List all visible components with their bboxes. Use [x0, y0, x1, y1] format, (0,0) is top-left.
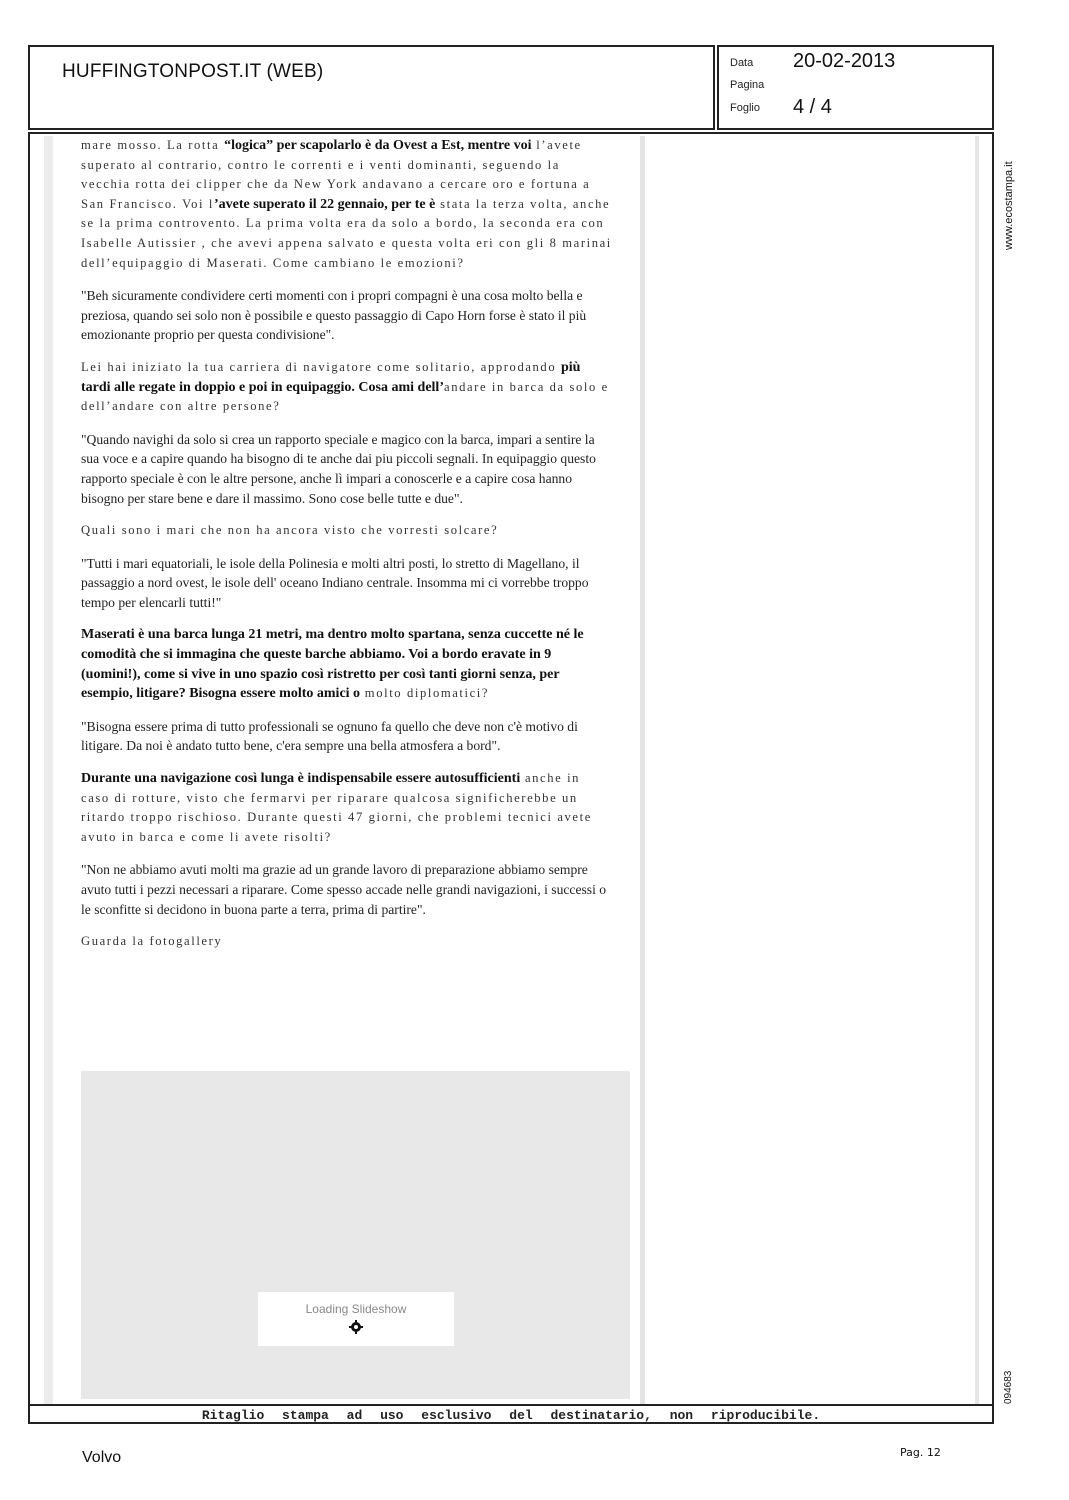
- answer-paragraph: "Non ne abbiamo avuti molti ma grazie ad un grande lavoro di preparazione abbiamo sempre avuto tutti i pezzi necessari a riparare. Come spesso accade nelle grandi navigazioni, i successi o le sconfitte si decidono in buona parte a terra, prima di partire".: [81, 862, 607, 917]
- side-code: [1003, 1366, 1017, 1406]
- fotogallery-link[interactable]: Guarda la fotogallery: [81, 934, 223, 949]
- pagina-label: Pagina: [730, 79, 765, 91]
- loading-indicator: [258, 1292, 454, 1346]
- question-paragraph: [81, 136, 613, 273]
- gear-icon: [349, 1320, 363, 1339]
- question-bold: Maserati è una barca lunga 21 metri, ma dentro molto spartana, senza cuccette né le comodità che si immagina che queste barche abbiamo. Voi a bordo eravate in 9 (uomini!), come si vive in uno spazio così ristretto per così tanti giorni senza, per esempio, litigare? Bisogna essere molto amici o: [81, 627, 584, 702]
- question-text: molto diplomatici?: [360, 686, 490, 701]
- side-code-text: 094683: [1003, 1370, 1014, 1404]
- question-paragraph: [81, 625, 613, 703]
- question-bold: “logica” per scapolarlo è da Ovest a Est, mentre voi: [224, 138, 532, 153]
- data-value: 20-02-2013: [793, 50, 896, 72]
- data-label: Data: [730, 57, 754, 69]
- question-bold: ’avete superato il 22 gennaio, per te è: [213, 196, 436, 212]
- question-paragraph: [81, 358, 613, 417]
- article-body: [81, 136, 613, 965]
- answer-paragraph: "Beh sicuramente condividere certi momenti con i propri compagni è una cosa molto bella e preziosa, quando sei solo non è possibile e questo passaggio di Capo Horn forse è stato il più emozionante proprio per questa condivisione".: [81, 288, 587, 343]
- question-paragraph: Quali sono i mari che non ha ancora visto che vorresti solcare?: [81, 523, 499, 538]
- question-text: l’avete superato al contrario, contro le correnti e i venti dominanti, seguendo la vecchia rotta dei clipper che da New York andavano a cercare oro e fortuna a San Francisco. Voi l: [81, 138, 591, 211]
- page-number: Pag. 12: [900, 1446, 941, 1459]
- question-text: mare mosso. La rotta: [81, 138, 225, 152]
- question-text: anche in caso di rotture, visto che fermarvi per riparare qualcosa significherebbe un ritardo troppo rischioso. Durante questi 47 giorni, che problemi tecnici avete avuto in barca e come li avete risolti?: [81, 771, 592, 844]
- side-url-text: www.ecostampa.it: [1003, 161, 1015, 250]
- answer-paragraph: "Quando navighi da solo si crea un rapporto speciale e magico con la barca, impari a sentire la sua voce e a capire quando ha bisogno di te anche dai piu piccoli segnali. In equipaggio questo rapporto speciale è con le altre persone, anche lì impari a conoscerle e a capire cosa hanno bisogno per stare bene e dare il massimo. Sono cose belle tutte e due".: [81, 431, 596, 506]
- answer-paragraph: "Bisogna essere prima di tutto professionali se ognuno fa quello che deve non c'è motivo di litigare. Da noi è andato tutto bene, c'era sempre una bella atmosfera a bord".: [81, 718, 578, 754]
- foglio-label: Foglio: [730, 102, 760, 114]
- slideshow-container[interactable]: [81, 1071, 630, 1399]
- question-paragraph: [81, 769, 613, 847]
- header-meta-box: [717, 45, 994, 130]
- question-bold: più tardi alle regate in doppio e poi in equipaggio. Cosa ami dell’: [81, 359, 581, 395]
- side-url: [1003, 146, 1017, 256]
- loading-text: Loading Slideshow: [305, 1302, 407, 1316]
- question-bold: Durante una navigazione così lunga è indispensabile essere autosufficienti: [81, 771, 521, 787]
- client-name: Volvo: [82, 1449, 122, 1466]
- publication-title: HUFFINGTONPOST.IT (WEB): [62, 61, 324, 82]
- question-text: Lei hai iniziato la tua carriera di navigatore come solitario, approdando: [81, 359, 561, 374]
- question-text: stata la terza volta, anche se la prima controvento. La prima volta era da solo a bordo, la seconda era con Isabelle Autissier , che avevi appena salvato e questa volta eri con gli 8 marinai dell’equipaggio di Maserati. Come cambiano le emozioni?: [81, 196, 612, 270]
- question-text: andare in barca da solo e dell’andare con altre persone?: [81, 379, 609, 414]
- right-scroll-track: [975, 136, 979, 1406]
- answer-paragraph: "Tutti i mari equatoriali, le isole della Polinesia e molti altri posti, lo stretto di Magellano, il passaggio a nord ovest, le isole dell' oceano Indiano centrale. Insomma mi ci vorrebbe troppo tempo per elencarli tutti!": [81, 555, 589, 610]
- foglio-value: 4 / 4: [793, 96, 832, 118]
- clipping-notice: Ritaglio stampa ad uso esclusivo del destinatario, non riproducibile.: [28, 1404, 994, 1424]
- header-publication-box: [28, 45, 715, 130]
